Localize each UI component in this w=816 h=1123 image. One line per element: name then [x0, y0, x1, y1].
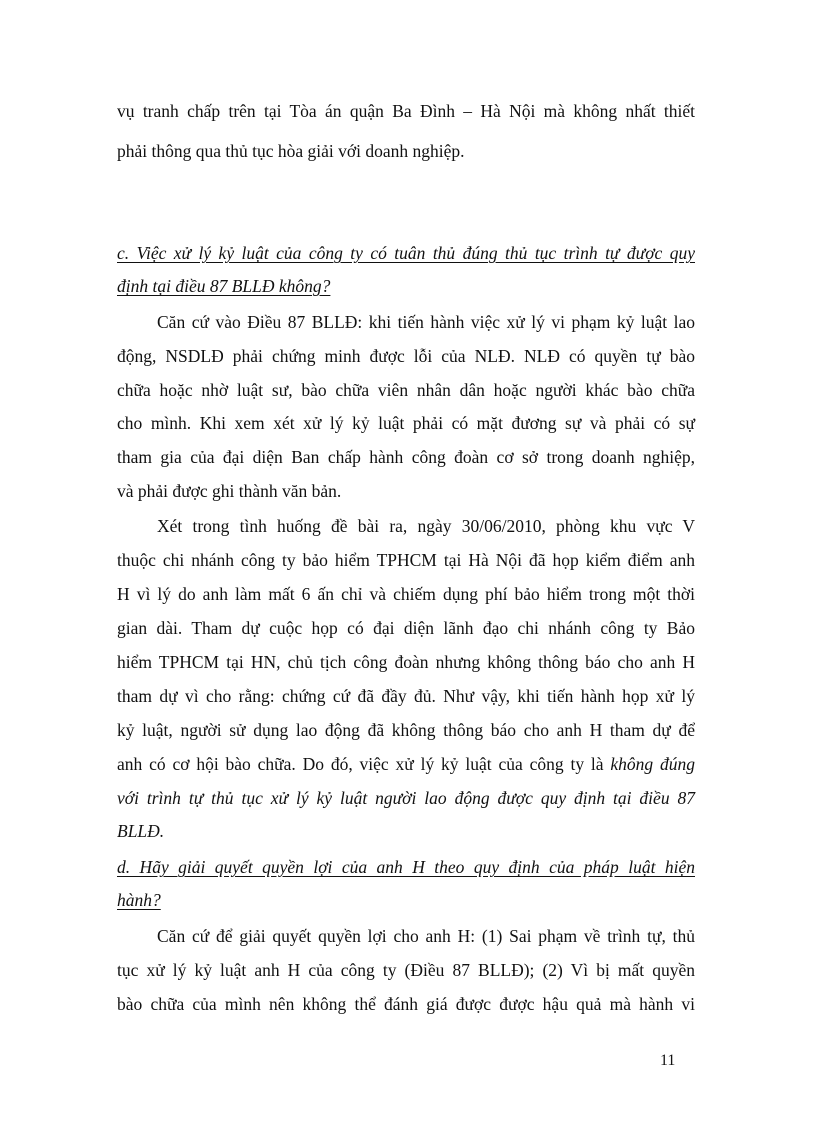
paragraph-line: H vì lý do anh làm mất 6 ấn chỉ và chiếm dụng phí bảo hiểm trong một thời [117, 584, 695, 604]
section-c-heading: c. Việc xử lý kỷ luật của công ty có tuân thủ đúng thủ tục trình tự được quy [117, 243, 695, 263]
paragraph-line: Căn cứ vào Điều 87 BLLĐ: khi tiến hành việc xử lý vi phạm kỷ luật lao [157, 312, 695, 332]
paragraph-line: tham dự vì cho rằng: chứng cứ đã đầy đủ. Như vậy, khi tiến hành họp xử lý [117, 686, 695, 706]
paragraph-line: chữa hoặc nhờ luật sư, bào chữa viên nhân dân hoặc người khác bào chữa [117, 380, 695, 400]
paragraph-line: gian dài. Tham dự cuộc họp có đại diện lãnh đạo chi nhánh công ty Bảo [117, 618, 695, 638]
emphasis-text: không đúng [610, 754, 695, 774]
paragraph-line: và phải được ghi thành văn bản. [117, 481, 342, 501]
paragraph-line: Xét trong tình huống đề bài ra, ngày 30/06/2010, phòng khu vực V [157, 516, 695, 536]
section-c-heading: định tại điều 87 BLLĐ không? [117, 276, 331, 296]
paragraph-line: bào chữa của mình nên không thể đánh giá được được hậu quả mà hành vi [117, 994, 695, 1014]
body-line: vụ tranh chấp trên tại Tòa án quận Ba Đình – Hà Nội mà không nhất thiết [117, 101, 695, 121]
body-line: phải thông qua thủ tục hòa giải với doanh nghiệp. [117, 141, 465, 161]
paragraph-line: BLLĐ. [117, 821, 165, 841]
paragraph-line [117, 754, 695, 775]
plain-text: anh có cơ hội bào chữa. Do đó, việc xử lý kỷ luật của công ty là [117, 754, 611, 774]
paragraph-line: hiểm TPHCM tại HN, chủ tịch công đoàn nhưng không thông báo cho anh H [117, 652, 695, 672]
paragraph-line: cho mình. Khi xem xét xử lý kỷ luật phải có mặt đương sự và phải có sự [117, 413, 695, 433]
paragraph-line: với trình tự thủ tục xử lý kỷ luật người lao động được quy định tại điều 87 [117, 788, 695, 808]
paragraph-line: thuộc chi nhánh công ty bảo hiểm TPHCM tại Hà Nội đã họp kiểm điểm anh [117, 550, 695, 570]
page-number: 11 [660, 1052, 676, 1069]
paragraph-line: tham gia của đại diện Ban chấp hành công đoàn cơ sở trong doanh nghiệp, [117, 447, 695, 467]
paragraph-line: Căn cứ để giải quyết quyền lợi cho anh H: (1) Sai phạm về trình tự, thủ [157, 926, 695, 946]
paragraph-line: tục xử lý kỷ luật anh H của công ty (Điều 87 BLLĐ); (2) Vì bị mất quyền [117, 960, 695, 980]
section-d-heading: d. Hãy giải quyết quyền lợi của anh H theo quy định của pháp luật hiện [117, 857, 695, 877]
paragraph-line: kỷ luật, người sử dụng lao động đã không thông báo cho anh H tham dự để [117, 720, 695, 740]
paragraph-line: động, NSDLĐ phải chứng minh được lỗi của NLĐ. NLĐ có quyền tự bào [117, 346, 695, 366]
section-d-heading: hành? [117, 890, 161, 910]
